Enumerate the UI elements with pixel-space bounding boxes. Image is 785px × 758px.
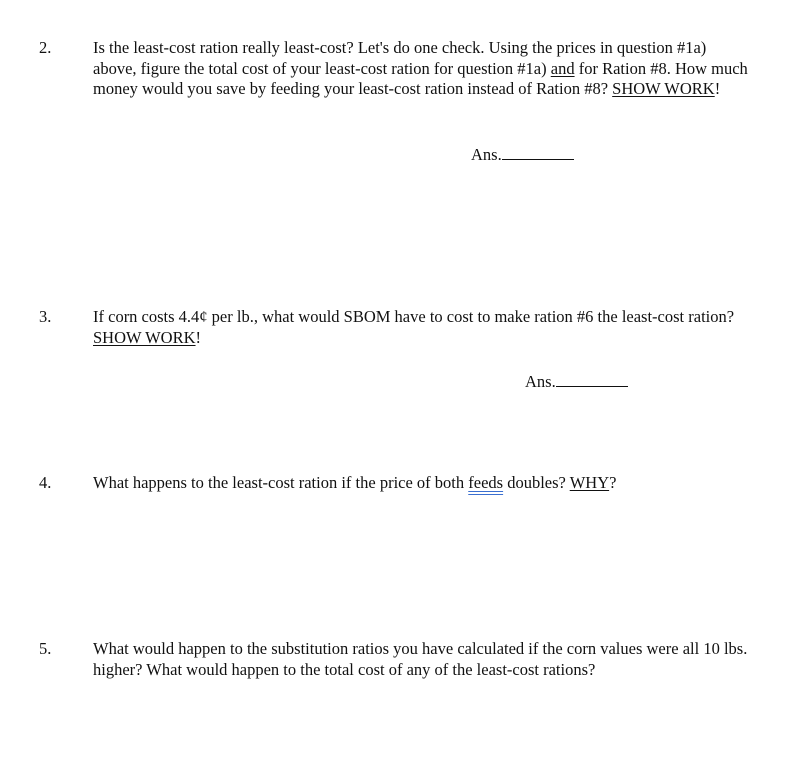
text-segment: If corn costs 4.4¢ per lb., what would SBOM have to cost to make ration #6 the least-cost ration? <box>93 307 735 326</box>
text-segment: Is the least-cost ration really least-cost? Let's do one check. Using the prices in question #1a) above, figure the total cost of your least-cost ration for question #1a) <box>93 38 707 78</box>
question-number: 3. <box>39 307 52 326</box>
answer-blank-q2[interactable] <box>471 144 574 166</box>
text-segment: ? <box>609 473 617 492</box>
text-segment: ! <box>714 79 721 98</box>
text-segment: doubles? <box>503 473 570 492</box>
text-segment: for Ration #8. How much money would you save by feeding your least-cost ration instead of Ration #8? <box>93 58 748 98</box>
text-segment: ! <box>195 327 202 347</box>
underlined-and: and <box>550 58 575 78</box>
answer-label: Ans. <box>471 145 502 164</box>
question-text <box>93 38 753 100</box>
answer-line <box>502 144 574 160</box>
question-number: 5. <box>39 639 52 658</box>
question-text <box>93 307 753 348</box>
question-text <box>93 473 753 494</box>
answer-line <box>556 371 628 387</box>
text-segment: What happens to the least-cost ration if the price of both <box>93 473 469 492</box>
text-segment: What would happen to the substitution ratios you have calculated if the corn values were all 10 lbs. higher? What would happen to the total cost of any of the least-cost rations? <box>93 639 748 679</box>
why-emphasis: WHY <box>569 473 610 492</box>
question-number: 4. <box>39 473 52 492</box>
answer-label: Ans. <box>525 372 556 391</box>
question-text <box>93 639 753 680</box>
spellcheck-word-feeds: feeds <box>468 473 504 492</box>
show-work-emphasis: SHOW WORK <box>612 79 715 98</box>
question-number: 2. <box>39 38 52 57</box>
answer-blank-q3[interactable] <box>525 371 628 393</box>
show-work-emphasis: SHOW WORK <box>93 327 196 347</box>
